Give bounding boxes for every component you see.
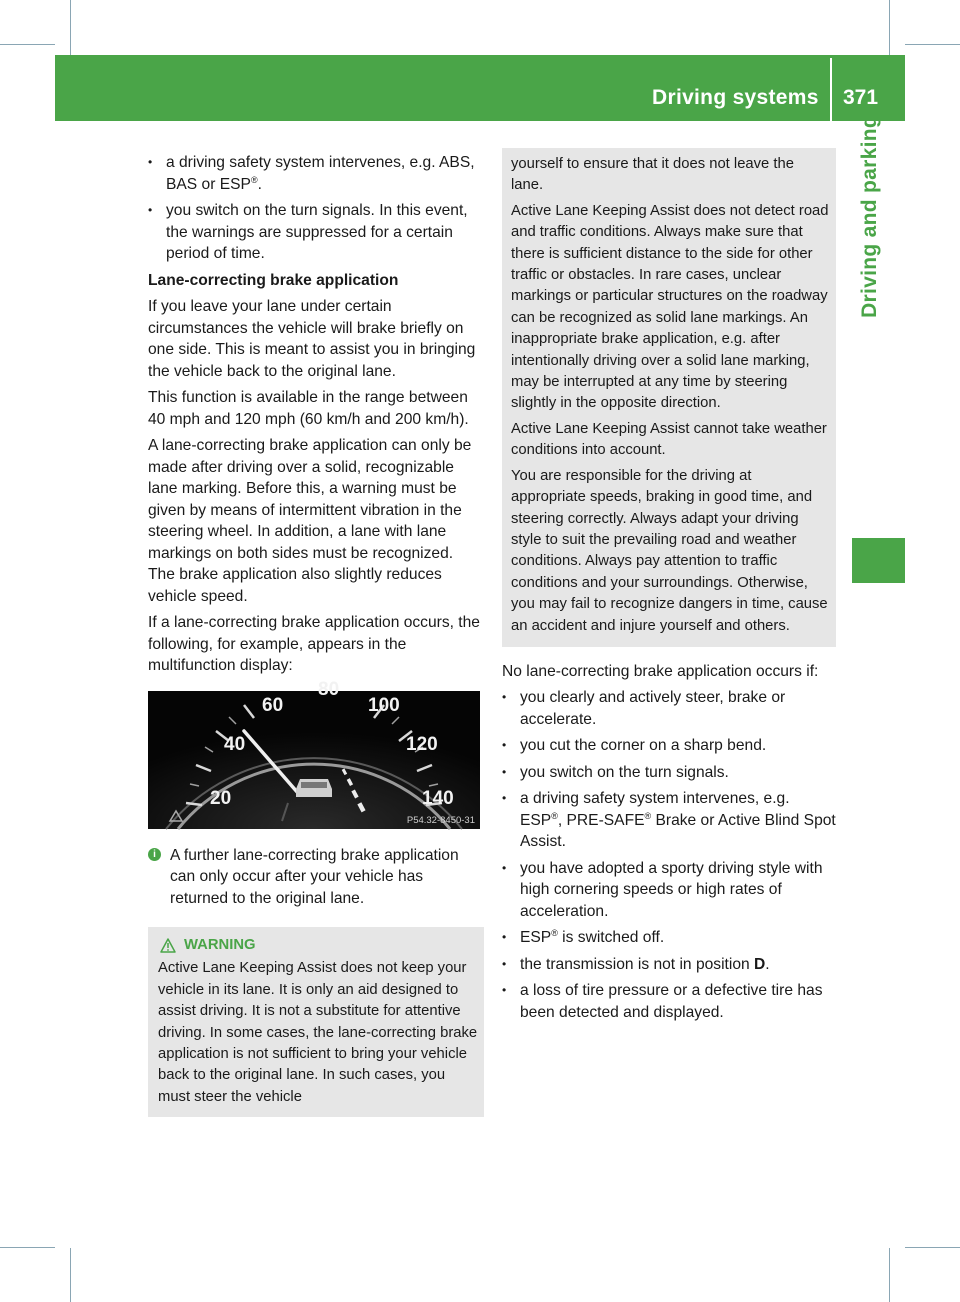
list-item: • ESP® is switched off. [502, 928, 665, 947]
crop-mark [70, 0, 71, 55]
warning-box [148, 927, 484, 1117]
list-item: • the transmission is not in position D. [502, 955, 770, 973]
warning-box-continued [502, 148, 836, 647]
chapter-side-label: Driving and parking [858, 114, 882, 318]
crop-mark [0, 1247, 55, 1248]
crop-mark [905, 1247, 960, 1248]
warning-text: You are responsible for the driving at appropriate speeds, braking in good time, and steering correctly. Always adapt your driving style to suit the prevailing road and weather conditions. Always pay attention to traffic conditions and your surroundings. Otherwise, you may fail to recognize dangers in time, cause an accident and injure yourself and others. [511, 467, 828, 634]
crop-mark [905, 44, 960, 45]
list-item: • you switch on the turn signals. [502, 763, 729, 781]
warning-text: Active Lane Keeping Assist does not detect road and traffic conditions. Always make sure that there is sufficient distance to the side for other traffic or obstacles. In rare cases, unclear markings or particular structures on the roadway can be recognized as solid lane markings. An inappropriate brake application, e.g. after intentionally driving over a solid lane marking, may be interrupted at any time by steering slightly in the opposite direction. [511, 202, 829, 412]
list-item: • you switch on the turn signals. In this event, the warnings are suppressed for a certain period of time. [148, 202, 468, 262]
page-number: 371 [843, 86, 879, 109]
list-item: • a driving safety system intervenes, e.g. ESP®, PRE-SAFE® Brake or Active Blind Spot Assist. [502, 790, 836, 851]
crop-mark [70, 1248, 71, 1302]
speed-label-80: 80 [318, 678, 340, 700]
list-item: • you cut the corner on a sharp bend. [502, 737, 767, 755]
list-item: • you clearly and actively steer, brake or accelerate. [502, 689, 786, 728]
warning-header: WARNING [158, 935, 478, 956]
paragraph: If you leave your lane under certain circumstances the vehicle will brake briefly on one side. This is meant to assist you in bringing the vehicle back to the original lane. [148, 298, 476, 380]
paragraph: If a lane-correcting brake application occurs, the following, for example, appears in the multifunction display: [148, 614, 480, 674]
list-item: • a driving safety system intervenes, e.g. ABS, BAS or ESP®. [148, 154, 475, 193]
speed-label-100: 100 [368, 694, 400, 716]
speed-label-120: 120 [406, 733, 438, 755]
speed-label-20: 20 [210, 787, 232, 809]
info-note: i A further lane-correcting brake application can only occur after your vehicle has returned to the original lane. [148, 845, 484, 910]
crop-mark [889, 0, 890, 55]
section-title: Driving systems [652, 86, 819, 109]
speedometer-figure [148, 678, 480, 829]
list-item: • a loss of tire pressure or a defective tire has been detected and displayed. [502, 982, 823, 1021]
crop-mark [0, 44, 55, 45]
list-item: • you have adopted a sporty driving style with high cornering speeds or high rates of acceleration. [502, 859, 823, 920]
speed-label-60: 60 [262, 694, 284, 716]
paragraph: This function is available in the range between 40 mph and 120 mph (60 km/h and 200 km/h). [148, 389, 469, 428]
speed-label-140: 140 [422, 787, 454, 809]
crop-mark [889, 1248, 890, 1302]
paragraph: No lane-correcting brake application occurs if: [502, 662, 819, 680]
chapter-marker [852, 538, 905, 583]
left-column [148, 152, 484, 1117]
warning-triangle-icon [160, 938, 176, 953]
warning-text: yourself to ensure that it does not leave the lane. [511, 156, 794, 194]
section-heading: Lane-correcting brake application [148, 271, 399, 289]
header-separator [830, 58, 832, 121]
paragraph: A lane-correcting brake application can only be made after driving over a solid, recognizable lane marking. Before this, a warning must be given by means of intermittent vibration in the steering wheel. In addition, a lane with lane markings on both sides must be recognized. The brake application also slightly reduces vehicle speed. [148, 437, 472, 605]
info-icon: i [148, 848, 161, 861]
figure-id: P54.32-8450-31 [406, 814, 475, 826]
warning-text: Active Lane Keeping Assist cannot take weather conditions into account. [511, 420, 827, 459]
speed-label-40: 40 [224, 733, 246, 755]
warning-text: Active Lane Keeping Assist does not keep your vehicle in its lane. It is only an aid designed to assist driving. It is not a substitute for attentive driving. In some cases, the lane-correcting brake application is not sufficient to bring your vehicle back to the original lane. In such cases, you must steer the vehicle [158, 960, 478, 1105]
right-column [502, 152, 836, 1028]
